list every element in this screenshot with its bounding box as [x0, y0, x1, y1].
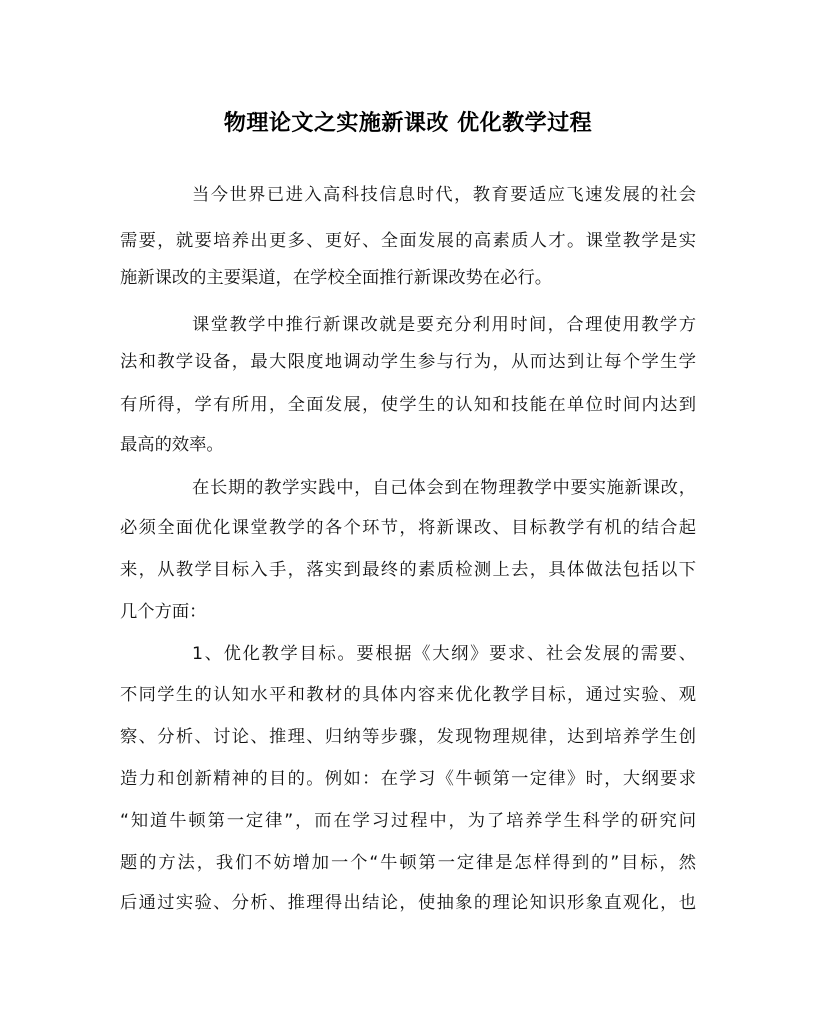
- paragraph-line: 几个方面：: [120, 602, 207, 622]
- paragraph-line: 需要，就要培养出更多、更好、全面发展的高素质人才。课堂教学是实: [120, 231, 696, 251]
- paragraph-line: 题的方法，我们不妨增加一个“牛顿第一定律是怎样得到的”目标，然: [120, 853, 696, 873]
- paragraph-line: 施新课改的主要渠道，在学校全面推行新课改势在必行。: [120, 268, 553, 288]
- paragraph-line: 在长期的教学实践中，自己体会到在物理教学中要实施新课改，: [192, 478, 696, 498]
- paragraph-line: “知道牛顿第一定律”，而在学习过程中，为了培养学生科学的研究问: [120, 811, 696, 831]
- paragraph-line: 法和教学设备，最大限度地调动学生参与行为，从而达到让每个学生学: [120, 352, 696, 372]
- paragraph-line: 最高的效率。: [120, 435, 224, 455]
- document-title: 物理论文之实施新课改 优化教学过程: [223, 110, 593, 136]
- paragraph-line: 不同学生的认知水平和教材的具体内容来优化教学目标，通过实验、观: [120, 685, 696, 705]
- paragraph-line: 必须全面优化课堂教学的各个环节，将新课改、目标教学有机的结合起: [120, 518, 696, 538]
- paragraph-line: 后通过实验、分析、推理得出结论，使抽象的理论知识形象直观化，也: [120, 893, 696, 913]
- paragraph-line: 来，从教学目标入手，落实到最终的素质检测上去，具体做法包括以下: [120, 560, 696, 580]
- paragraph-line: 察、分析、讨论、推理、归纳等步骤，发现物理规律，达到培养学生创: [120, 727, 696, 747]
- paragraph-line: 有所得，学有所用，全面发展，使学生的认知和技能在单位时间内达到: [120, 395, 696, 415]
- paragraph-line: 当今世界已进入高科技信息时代，教育要适应飞速发展的社会: [192, 185, 696, 205]
- paragraph-line: 课堂教学中推行新课改就是要充分利用时间，合理使用教学方: [192, 315, 696, 335]
- paragraph-line: 1、优化教学目标。要根据《大纲》要求、社会发展的需要、: [192, 644, 696, 664]
- paragraph-line: 造力和创新精神的目的。例如：在学习《牛顿第一定律》时，大纲要求: [120, 769, 696, 789]
